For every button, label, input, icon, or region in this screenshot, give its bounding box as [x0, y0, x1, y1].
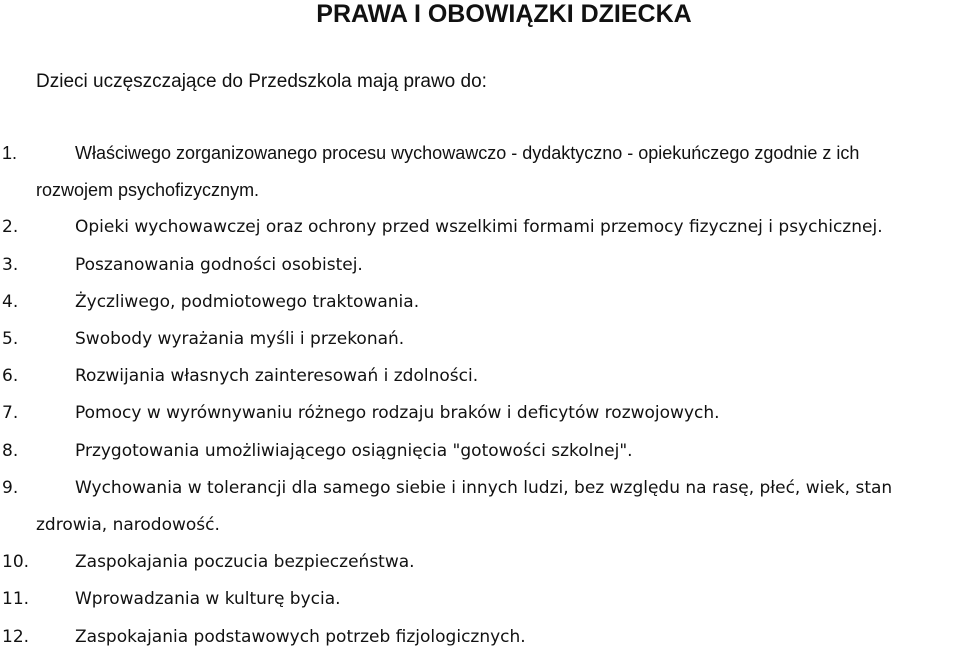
item-text: Wychowania w tolerancji dla samego siebie i innych ludzi, bez względu na rasę, płeć, wiek, stan [75, 477, 893, 498]
list-item [0, 619, 960, 656]
item-number: 9. [2, 477, 19, 498]
list-item [0, 247, 960, 284]
item-text-continuation: rozwojem psychofizycznym. [36, 180, 260, 201]
list-item [0, 470, 960, 544]
item-number: 3. [2, 254, 19, 275]
item-text: Pomocy w wyrównywaniu różnego rodzaju braków i deficytów rozwojowych. [75, 403, 720, 424]
item-text: Wprowadzania w kulturę bycia. [75, 589, 341, 610]
list-item [0, 581, 960, 618]
list-item [0, 321, 960, 358]
page-title: PRAWA I OBOWIĄZKI DZIECKA [316, 0, 692, 28]
list-item [0, 209, 960, 246]
list-item [0, 395, 960, 432]
item-number: 11. [2, 589, 30, 610]
intro-text: Dzieci uczęszczające do Przedszkola mają prawo do: [36, 71, 487, 92]
item-number: 7. [2, 403, 19, 424]
list-item [0, 284, 960, 321]
item-number: 6. [2, 366, 19, 387]
list-item [0, 544, 960, 581]
item-text-continuation: zdrowia, narodowość. [36, 515, 220, 536]
item-number: 4. [2, 291, 19, 312]
item-text: Zaspokajania podstawowych potrzeb fizjologicznych. [75, 626, 526, 647]
item-text: Swobody wyrażania myśli i przekonań. [75, 329, 405, 350]
item-number: 10. [2, 552, 30, 573]
item-text: Poszanowania godności osobistej. [75, 254, 363, 275]
item-text: Właściwego zorganizowanego procesu wychowawczo - dydaktyczno - opiekuńczego zgodnie z ich [75, 143, 860, 163]
list-item [0, 358, 960, 395]
item-text: Rozwijania własnych zainteresowań i zdolności. [75, 366, 479, 387]
list-item [0, 135, 960, 209]
item-number: 12. [2, 626, 30, 647]
item-number: 2. [2, 217, 19, 238]
item-text: Przygotowania umożliwiającego osiągnięcia "gotowości szkolnej". [75, 440, 633, 461]
item-text: Zaspokajania poczucia bezpieczeństwa. [75, 552, 415, 573]
list-item [0, 433, 960, 470]
item-text: Życzliwego, podmiotowego traktowania. [75, 291, 420, 312]
item-text: Opieki wychowawczej oraz ochrony przed wszelkimi formami przemocy fizycznej i psychicznej. [75, 217, 883, 238]
rights-list [0, 135, 960, 656]
item-number: 8. [2, 440, 19, 461]
item-number: 5. [2, 329, 19, 350]
item-number: 1. [2, 143, 18, 163]
